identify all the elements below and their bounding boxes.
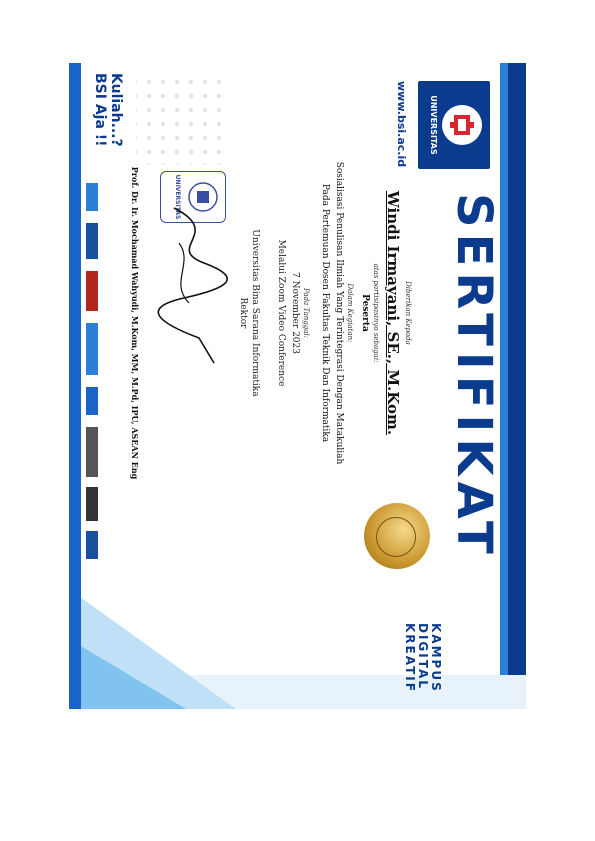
rektor-signature-icon (154, 203, 234, 373)
rektor-name: Prof. Dr. Ir. Mochamad Wahyudi, M.Kom, MM, M.Pd, IPU, ASEAN Eng (130, 166, 140, 480)
certificate-title: SERTIFIKAT (446, 193, 502, 560)
sponsor-logo-7 (86, 487, 98, 521)
sponsor-logo-3 (86, 271, 98, 311)
recipient-name: Windi Irmayani, SE., M.Kom. (384, 190, 402, 436)
slogan-line-2: BSI Aja !! (92, 73, 108, 147)
rektor-title: Rektor (238, 297, 248, 329)
sponsor-logo-4 (86, 323, 98, 375)
university-logo (418, 81, 490, 169)
logo-label: UNIVERSITAS (429, 95, 438, 155)
event-line-2: Pada Pertemuan Dosen Fakultas Teknik Dan Informatika (320, 183, 330, 443)
participation-label: atas partisipasinya sebagai: (372, 263, 380, 363)
slogan-line-1: Kuliah...? (108, 73, 124, 147)
event-label: Dalam Kegiatan: (346, 283, 354, 343)
date-label: Pada Tanggal: (302, 288, 310, 338)
decor-triangle-dark (69, 639, 186, 709)
given-to-label: Diberikan Kepada (404, 281, 412, 345)
decor-dots (136, 75, 226, 165)
frame-bottom-bar (69, 63, 81, 709)
gold-seal-icon (364, 503, 430, 569)
event-line-1: Sosialisasi Penulisan Ilmiah Yang Terintegrasi Dengan Matakuliah (334, 161, 344, 465)
event-medium: Melalui Zoom Video Conference (276, 239, 286, 387)
university-name: Universitas Bina Sarana Informatika (250, 229, 260, 397)
event-date: 7 November 2023 (290, 272, 300, 354)
role-label: Peserta (360, 294, 370, 332)
stamp-label: UNIVERSITAS (174, 174, 181, 220)
sponsor-logo-2 (86, 223, 98, 259)
sponsor-logo-6 (86, 427, 98, 477)
kampus-word-1: KAMPUS (429, 623, 443, 693)
sponsor-logo-8 (86, 531, 98, 559)
logo-emblem-icon (442, 105, 482, 145)
sponsor-logo-1 (86, 183, 98, 211)
certificate (69, 63, 526, 709)
kampus-tagline (403, 623, 442, 693)
sponsor-logo-5 (86, 387, 98, 415)
kampus-word-3: KREATIF (403, 623, 417, 693)
kampus-word-2: DIGITAL (416, 623, 430, 690)
frame-top-bar (508, 63, 526, 709)
website-url: www.bsi.ac.id (395, 81, 408, 168)
